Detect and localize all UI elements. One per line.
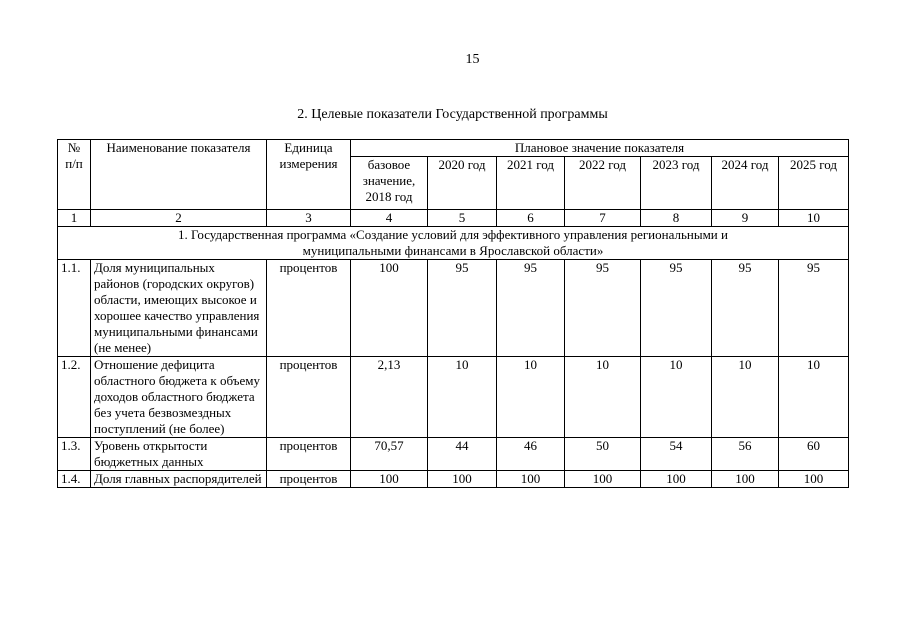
row-number: 1.2. [58, 357, 91, 438]
table-row [58, 438, 849, 471]
row-value: 10 [565, 357, 641, 438]
header-year-2021: 2021 год [497, 157, 565, 210]
row-indicator-name: Доля главных распорядителей [91, 471, 267, 488]
row-value: 10 [779, 357, 849, 438]
section-row [58, 227, 849, 260]
column-number: 2 [91, 210, 267, 227]
indicators-table [57, 139, 849, 488]
section-heading: 1. Государственная программа «Создание условий для эффективного управления региональными и муниципальными финансами в Ярославской области» [58, 227, 849, 260]
row-unit: процентов [267, 471, 351, 488]
column-number: 8 [641, 210, 712, 227]
header-plan: Плановое значение показателя [351, 140, 849, 157]
row-value: 2,13 [351, 357, 428, 438]
row-value: 100 [351, 471, 428, 488]
row-value: 100 [641, 471, 712, 488]
page-number: 15 [465, 52, 480, 67]
table-row [58, 260, 849, 357]
row-value: 10 [497, 357, 565, 438]
column-numbers-row [58, 210, 849, 227]
column-number: 7 [565, 210, 641, 227]
column-number: 3 [267, 210, 351, 227]
row-value: 100 [565, 471, 641, 488]
row-value: 100 [497, 471, 565, 488]
row-unit: процентов [267, 438, 351, 471]
row-value: 44 [428, 438, 497, 471]
column-number: 10 [779, 210, 849, 227]
row-value: 100 [779, 471, 849, 488]
row-value: 95 [428, 260, 497, 357]
column-number: 5 [428, 210, 497, 227]
row-value: 100 [351, 260, 428, 357]
row-value: 95 [779, 260, 849, 357]
row-value: 50 [565, 438, 641, 471]
row-value: 95 [497, 260, 565, 357]
row-value: 46 [497, 438, 565, 471]
row-number: 1.1. [58, 260, 91, 357]
row-number: 1.3. [58, 438, 91, 471]
row-value: 56 [712, 438, 779, 471]
column-number: 4 [351, 210, 428, 227]
row-unit: процентов [267, 357, 351, 438]
header-year-2023: 2023 год [641, 157, 712, 210]
table-row [58, 357, 849, 438]
row-unit: процентов [267, 260, 351, 357]
header-year-2020: 2020 год [428, 157, 497, 210]
header-name: Наименование показателя [91, 140, 267, 210]
header-num: № п/п [58, 140, 91, 210]
row-value: 54 [641, 438, 712, 471]
header-year-2024: 2024 год [712, 157, 779, 210]
row-value: 95 [641, 260, 712, 357]
row-value: 10 [428, 357, 497, 438]
header-row [58, 140, 849, 157]
section-title: 2. Целевые показатели Государственной программы [297, 107, 608, 122]
row-indicator-name: Доля муниципальных районов (городских округов) области, имеющих высокое и хорошее качество управления муниципальными финансами (не менее) [91, 260, 267, 357]
header-unit: Единица измерения [267, 140, 351, 210]
column-number: 1 [58, 210, 91, 227]
header-year-2022: 2022 год [565, 157, 641, 210]
row-number: 1.4. [58, 471, 91, 488]
column-number: 6 [497, 210, 565, 227]
row-value: 95 [565, 260, 641, 357]
row-value: 60 [779, 438, 849, 471]
row-value: 70,57 [351, 438, 428, 471]
row-indicator-name: Уровень открытости бюджетных данных [91, 438, 267, 471]
row-value: 95 [712, 260, 779, 357]
row-value: 100 [428, 471, 497, 488]
header-year-2025: 2025 год [779, 157, 849, 210]
header-year-base: базовое значение, 2018 год [351, 157, 428, 210]
column-number: 9 [712, 210, 779, 227]
table-row [58, 471, 849, 488]
row-value: 100 [712, 471, 779, 488]
row-indicator-name: Отношение дефицита областного бюджета к объему доходов областного бюджета без учета безвозмездных поступлений (не более) [91, 357, 267, 438]
row-value: 10 [641, 357, 712, 438]
row-value: 10 [712, 357, 779, 438]
